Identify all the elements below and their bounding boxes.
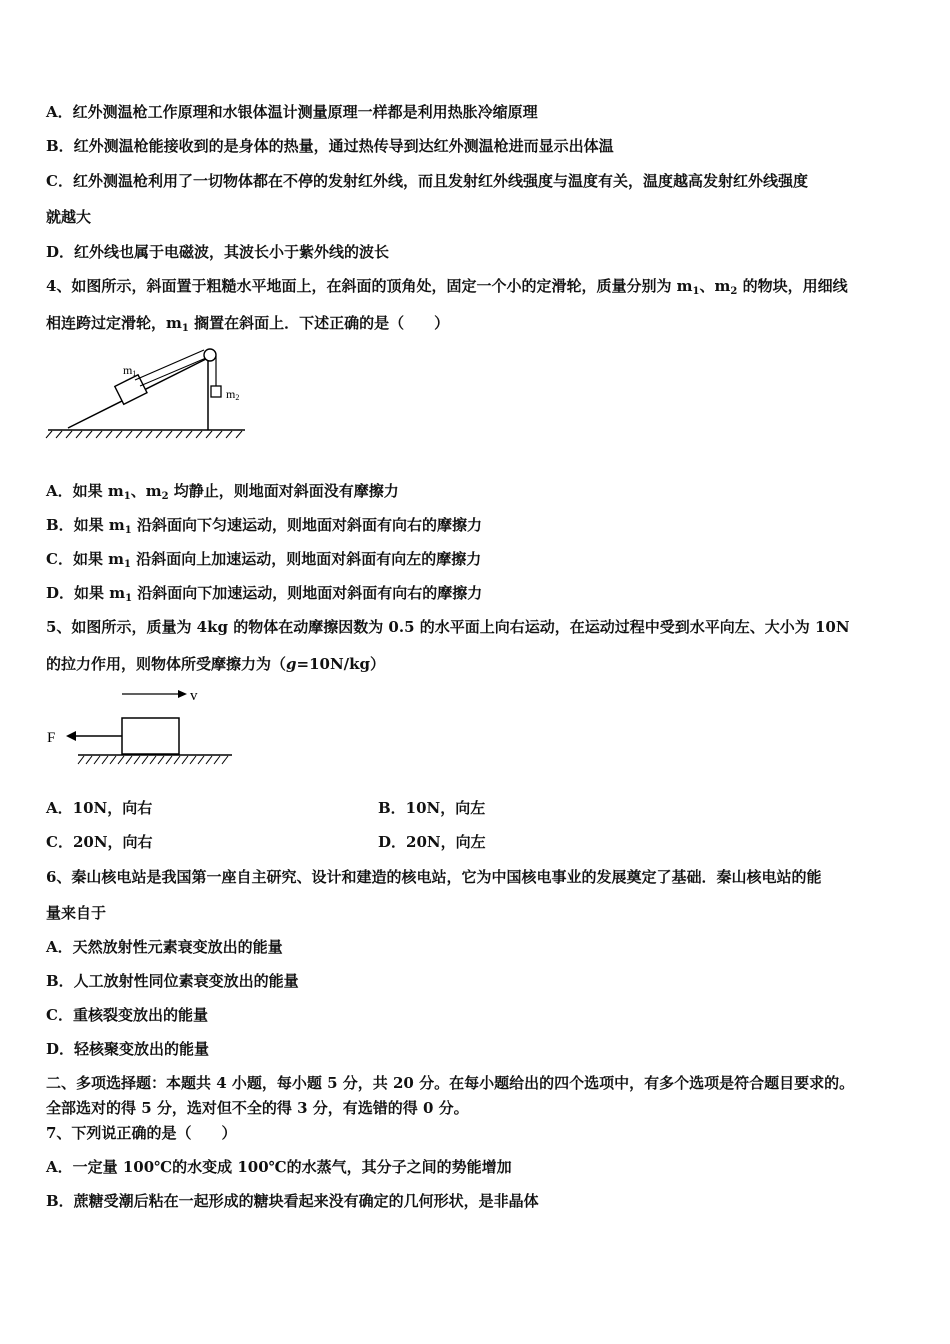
block	[122, 718, 179, 754]
section2-instructions-line2: 全部选对的得 5 分，选对但不全的得 3 分，有选错的得 0 分。	[46, 1099, 469, 1117]
q4-stem-line2: 相连跨过定滑轮，$m_1$ 搁置在斜面上．下述正确的是（ ）	[46, 314, 450, 334]
q3-option-a: A．红外测温枪工作原理和水银体温计测量原理一样都是利用热胀冷缩原理	[46, 103, 538, 121]
label-m1: m1	[123, 363, 137, 378]
q3-option-c-line1: C．红外测温枪利用了一切物体都在不停的发射红外线，而且发射红外线强度与温度有关，温度越高发射红外线强度	[46, 172, 808, 190]
block-force-figure	[40, 680, 250, 775]
incline-pulley-figure	[40, 340, 260, 440]
q5-option-a: A．10N，向右	[46, 799, 153, 817]
q7-option-b: B．蔗糖受潮后粘在一起形成的糖块看起来没有确定的几何形状，是非晶体	[46, 1192, 539, 1210]
q6-stem-line2: 量来自于	[46, 904, 107, 922]
ground-hatch	[46, 431, 242, 438]
string-incline-2	[140, 358, 206, 386]
velocity-label: v	[190, 688, 198, 704]
pulley	[204, 349, 216, 361]
q4-option-a: A．如果 $m_1$、$m_2$ 均静止，则地面对斜面没有摩擦力	[46, 482, 399, 502]
q6-option-c: C．重核裂变放出的能量	[46, 1006, 208, 1024]
q5-option-d: D．20N，向左	[378, 833, 486, 851]
force-arrow-head	[66, 731, 76, 741]
q5-option-b: B．10N，向左	[378, 799, 486, 817]
q6-stem-line1: 6、秦山核电站是我国第一座自主研究、设计和建造的核电站，它为中国核电事业的发展奠定了基础．秦山核电站的能	[46, 868, 822, 886]
q3-option-c-line2: 就越大	[46, 208, 92, 226]
section2-instructions-line1: 二、多项选择题：本题共 4 小题，每小题 5 分，共 20 分。在每小题给出的四个选项中，有多个选项是符合题目要求的。	[46, 1074, 855, 1092]
block-m1	[115, 375, 147, 405]
floor-hatch	[78, 756, 228, 764]
q5-stem-line1: 5、如图所示，质量为 4kg 的物体在动摩擦因数为 0.5 的水平面上向右运动，在运动过程中受到水平向左、大小为 10N	[46, 618, 850, 636]
velocity-arrow-head	[178, 690, 187, 698]
q6-option-b: B．人工放射性同位素衰变放出的能量	[46, 972, 299, 990]
q4-stem-line1: 4、如图所示，斜面置于粗糙水平地面上，在斜面的顶角处，固定一个小的定滑轮，质量分别为 $m_1$、$m_2$ 的物块，用细线	[46, 277, 848, 297]
force-label: F	[47, 730, 56, 746]
q6-option-a: A．天然放射性元素衰变放出的能量	[46, 938, 283, 956]
q6-option-d: D．轻核聚变放出的能量	[46, 1040, 210, 1058]
q7-stem: 7、下列说正确的是（ ）	[46, 1124, 237, 1142]
q7-option-a: A．一定量 100℃的水变成 100℃的水蒸气，其分子之间的势能增加	[46, 1158, 512, 1176]
q3-option-d: D．红外线也属于电磁波，其波长小于紫外线的波长	[46, 243, 390, 261]
block-m2	[211, 386, 221, 397]
q5-stem-line2: 的拉力作用，则物体所受摩擦力为（g=10N/kg）	[46, 655, 386, 673]
q3-option-b: B．红外测温枪能接收到的是身体的热量，通过热传导到达红外测温枪进而显示出体温	[46, 137, 614, 155]
q5-option-c: C．20N，向右	[46, 833, 153, 851]
label-m2: m2	[226, 387, 240, 402]
q4-option-c: C．如果 $m_1$ 沿斜面向上加速运动，则地面对斜面有向左的摩擦力	[46, 550, 482, 570]
q4-option-d: D．如果 $m_1$ 沿斜面向下加速运动，则地面对斜面有向右的摩擦力	[46, 584, 483, 604]
q4-option-b: B．如果 $m_1$ 沿斜面向下匀速运动，则地面对斜面有向右的摩擦力	[46, 516, 482, 536]
